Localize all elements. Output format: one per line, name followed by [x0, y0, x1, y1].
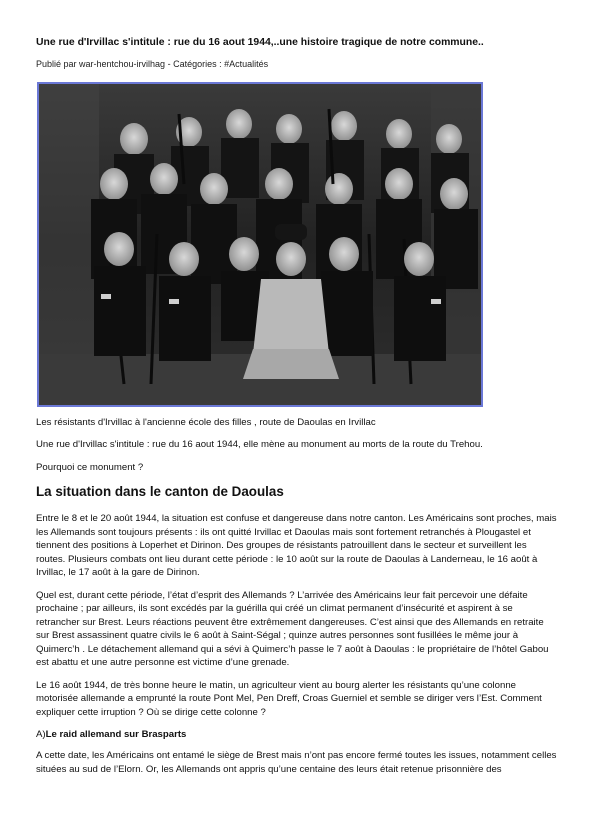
body-paragraph-4: A cette date, les Américains ont entamé le siège de Brest mais n’ont pas encore fermé toutes les issues, notamment celles situées au sud de l’Elorn. Or, les Allemands ont appris qu’une centaine des leurs était retenue prisonnière des	[36, 750, 557, 775]
subheading-title: Le raid allemand sur Brasparts	[45, 729, 187, 740]
section-heading: La situation dans le canton de Daoulas	[36, 484, 284, 499]
article-meta: Publié par war-hentchou-irvilhag - Catégories : #Actualités	[36, 59, 269, 69]
photo-caption: Les résistants d'Irvillac à l'ancienne école des filles , route de Daoulas en Irvillac	[36, 417, 376, 428]
intro-paragraph-2: Pourquoi ce monument ?	[36, 461, 144, 473]
intro-paragraph-1: Une rue d'Irvillac s'intitule : rue du 16 aout 1944, elle mène au monument au morts de la route du Trehou.	[36, 439, 483, 450]
body-paragraph-1: Entre le 8 et le 20 août 1944, la situation est confuse et dangereuse dans notre canton. Les Américains sont proches, mais les Allemands sont toujours présents : ils ont quitté Irvillac et Daoulas mais sont fortement retranchés à Plougastel et tiennent des positions à Loperhet et Dirinon. Des groupes de résistants patrouillent dans le secteur et surveillent les routes. Plusieurs combats ont lieu durant cette période : le 10 août sur la route de Daoulas à Landerneau, le 16 août à Irvillac, le 17 août à la gare de Dirinon.	[36, 513, 557, 578]
body-paragraph-3: Le 16 août 1944, de très bonne heure le matin, un agriculteur vient au bourg alerter les résistants qu’une colonne motorisée allemande a emprunté la route Pont Mel, Pen Dreff, Croas Guerniel et semble se diriger vers l’Est. Comment expliquer cette irruption ? Où se dirige cette colonne ?	[36, 679, 542, 718]
resistance-group-photo	[37, 82, 483, 407]
photo-illustration	[39, 84, 481, 405]
subheading-prefix: A)	[36, 729, 46, 740]
subheading	[36, 728, 558, 741]
body-paragraph-2: Quel est, durant cette période, l’état d’esprit des Allemands ? L’arrivée des Américains leur fait percevoir une défaite prochaine ; par ailleurs, ils sont excédés par la guérilla qui créé un climat permanent d’insécurité et aspirent à se retrancher sur Brest. Leurs réactions peuvent être extrêmement dangereuses. C’est ainsi que des Allemands en retraite sur Brest assassinent quatre civils le 6 août à Saint-Ségal ; quinze autres personnes sont fusillées le même jour à Quimerc’h . Le détachement allemand qui a sévi à Quimerc’h passe le 7 août à Daoulas : le propriétaire de l’hôtel Gabou est abattu et une autre personne est victime d’une grenade.	[36, 589, 549, 668]
article-title: Une rue d'Irvillac s'intitule : rue du 16 aout 1944,..une histoire tragique de notre commune..	[36, 37, 484, 48]
